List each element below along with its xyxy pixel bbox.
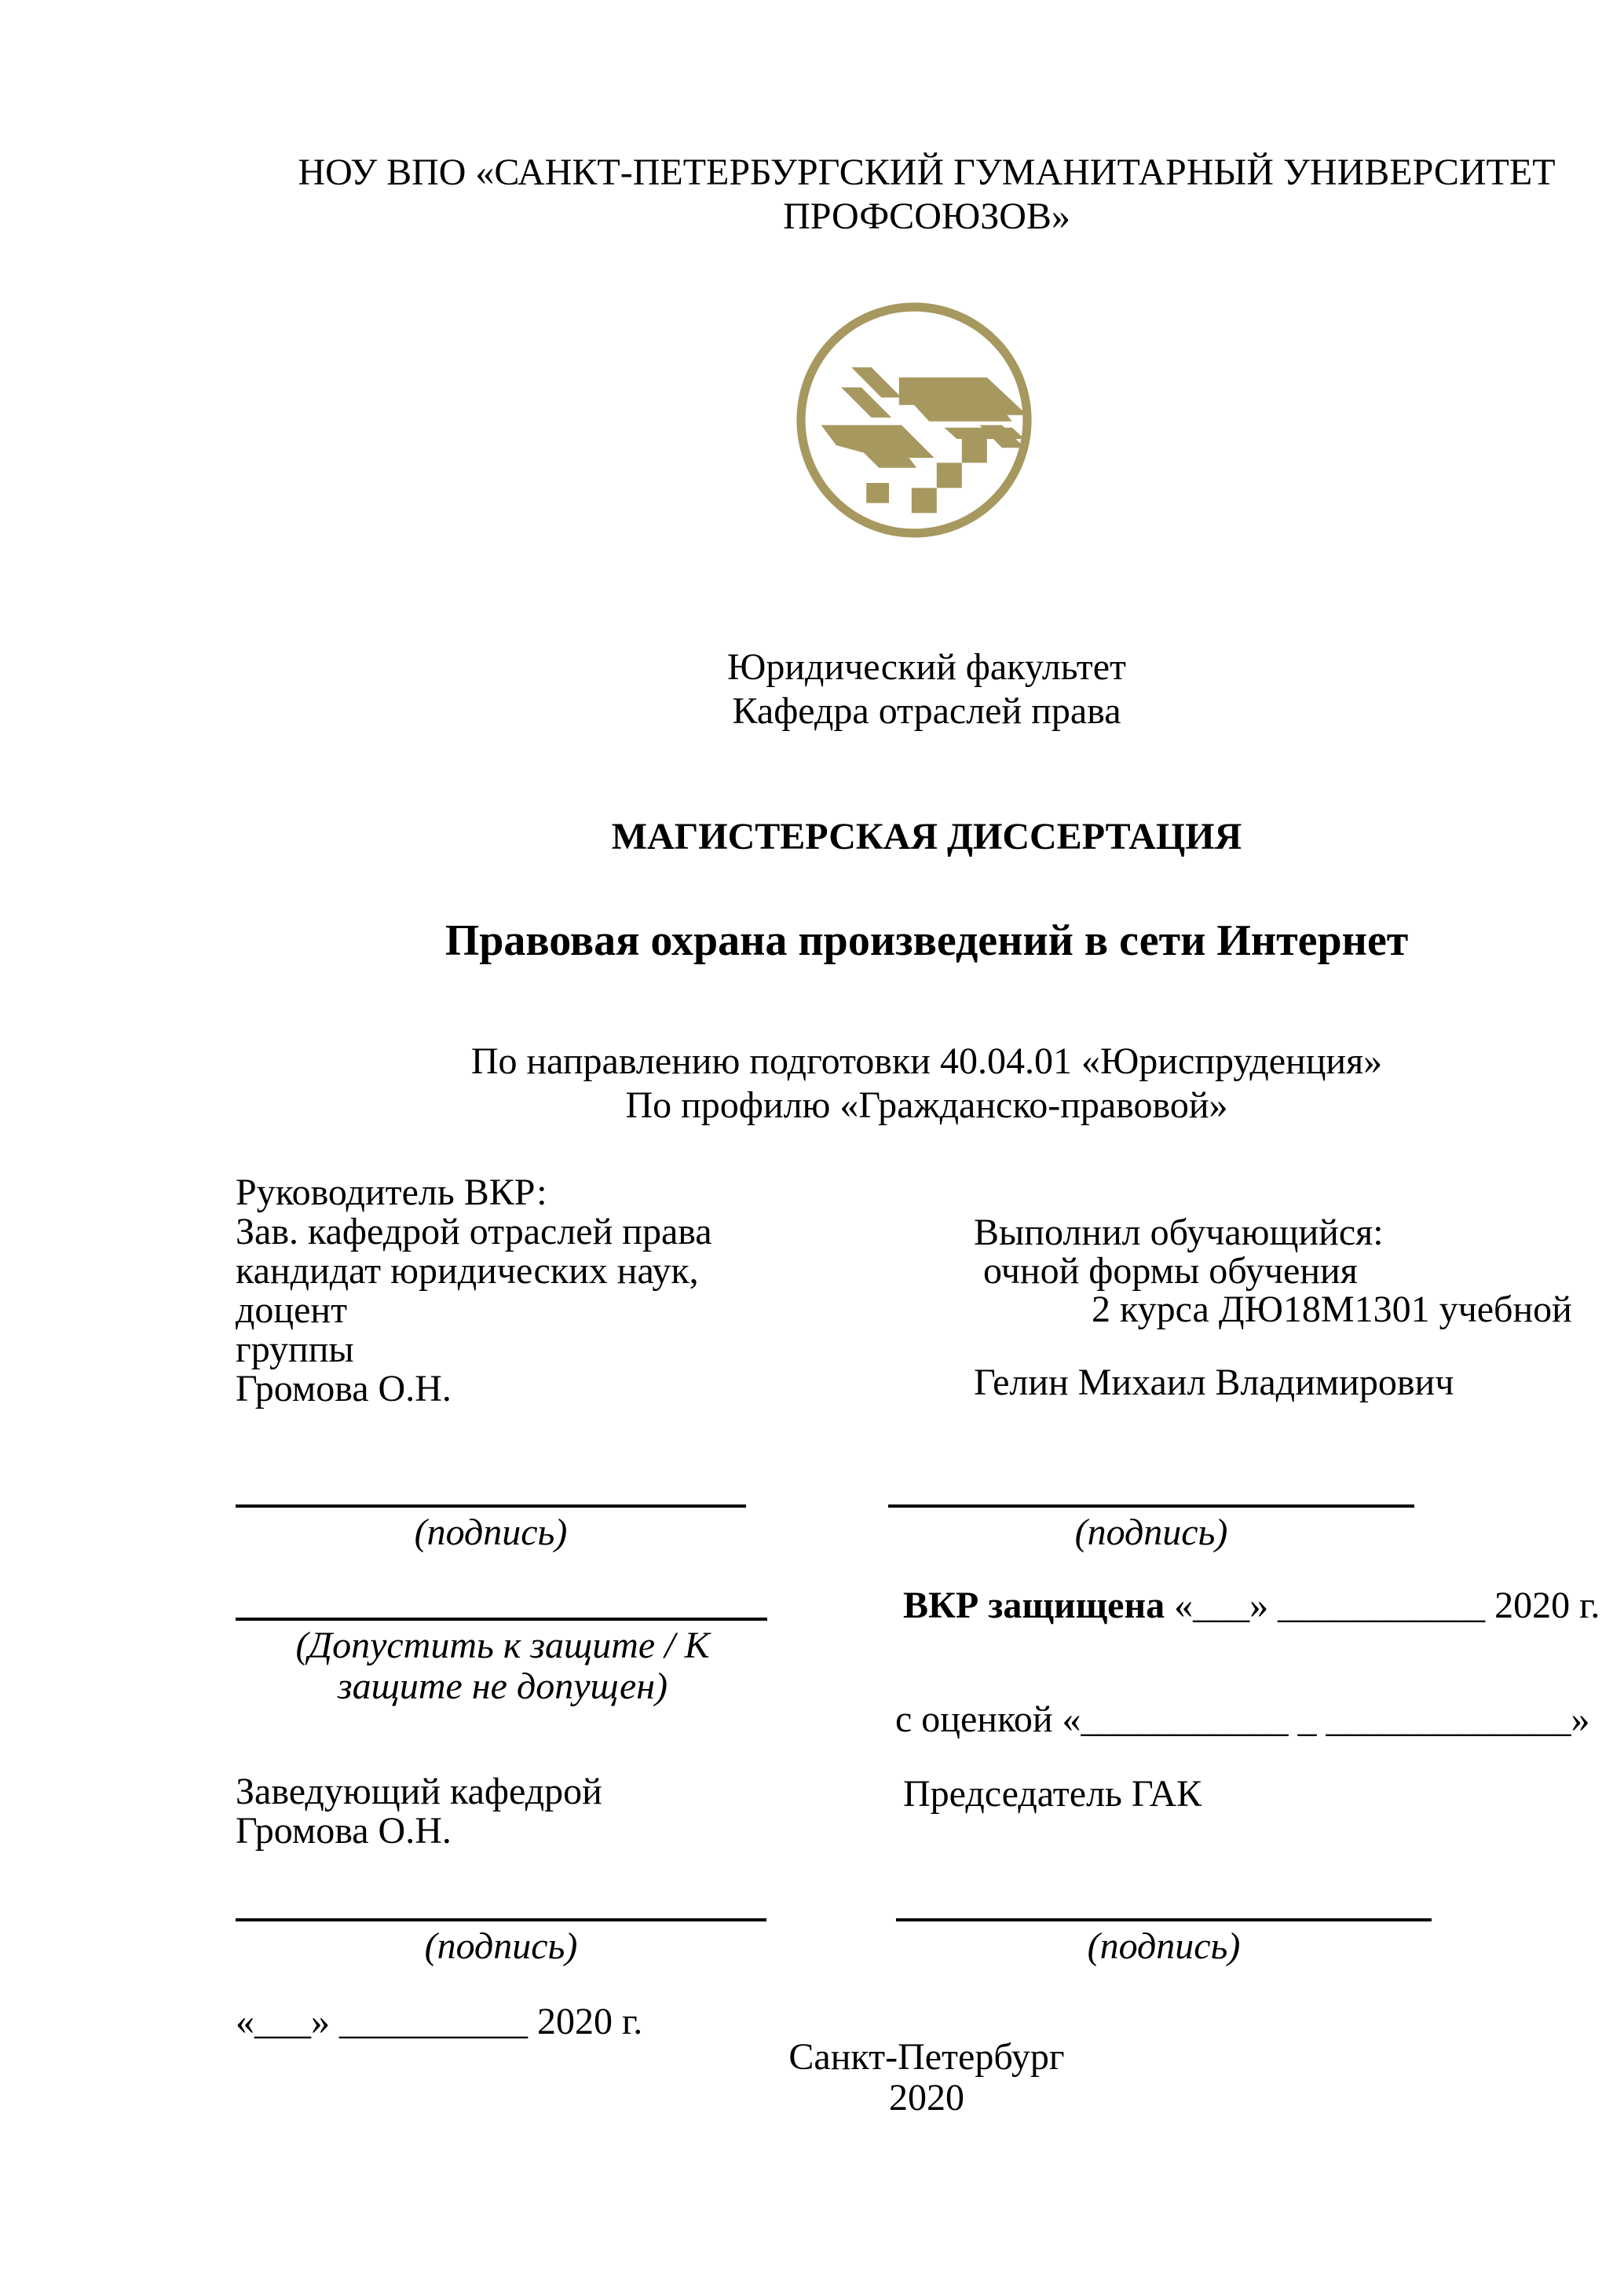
gak-chair-title: Председатель ГАК (903, 1773, 1202, 1815)
student-signature-line (888, 1504, 1414, 1508)
supervisor-group-word: группы (236, 1329, 354, 1370)
faculty-line: Юридический факультет (727, 646, 1126, 688)
signature-caption: (подпись) (414, 1512, 568, 1553)
department-line: Кафедра отраслей права (732, 690, 1121, 732)
department-head-title: Заведующий кафедрой (236, 1771, 602, 1812)
supervisor-block (236, 1173, 927, 1409)
admission-caption: (Допустить к защите / К защите не допущен) (295, 1625, 710, 1707)
footer-city: Санкт-Петербург (788, 2036, 1065, 2078)
supervisor-rank: доцент (236, 1289, 348, 1331)
work-type: МАГИСТЕРСКАЯ ДИССЕРТАЦИЯ (611, 816, 1242, 857)
profile-line: По профилю «Гражданско-правовой» (625, 1084, 1228, 1126)
direction-line: По направлению подготовки 40.04.01 «Юриспруденция» (470, 1040, 1383, 1082)
student-role: Выполнил обучающийся: (974, 1212, 1384, 1253)
university-emblem-icon (788, 294, 1040, 546)
department-head-block (236, 1772, 602, 1851)
department-head-name: Громова О.Н. (236, 1810, 452, 1852)
signature-caption: (подпись) (424, 1925, 578, 1967)
signature-caption: (подпись) (1087, 1925, 1241, 1967)
student-study-form: очной формы обучения (983, 1250, 1358, 1292)
admission-line (236, 1618, 767, 1621)
supervisor-name: Громова О.Н. (236, 1368, 452, 1409)
defended-blanks: «___» ___________ 2020 г. (1174, 1585, 1600, 1626)
supervisor-signature-line (236, 1504, 746, 1508)
footer-year: 2020 (889, 2077, 964, 2119)
date-line: «___» __________ 2020 г. (236, 2001, 643, 2042)
gak-chair-signature-line (896, 1918, 1432, 1921)
signature-caption: (подпись) (1074, 1512, 1228, 1553)
supervisor-role: Руководитель ВКР: (236, 1172, 547, 1213)
faculty-block (236, 645, 1618, 733)
direction-block (236, 1040, 1618, 1128)
supervisor-degree: кандидат юридических наук, (236, 1250, 699, 1292)
supervisor-position: Зав. кафедрой отраслей права (236, 1211, 712, 1252)
defended-line (903, 1584, 1600, 1628)
university-header: НОУ ВПО «САНКТ-ПЕТЕРБУРГСКИЙ ГУМАНИТАРНЫЙ УНИВЕРСИТЕТ ПРОФСОЮЗОВ» (298, 152, 1556, 237)
student-group: 2 курса ДЮ18М1301 учебной (1092, 1289, 1572, 1330)
defended-label: ВКР защищена (903, 1585, 1165, 1626)
student-name: Гелин Михаил Владимирович (974, 1362, 1454, 1403)
department-head-signature-line (236, 1918, 766, 1921)
thesis-title: Правовая охрана произведений в сети Интернет (444, 916, 1409, 965)
grade-line: с оценкой «___________ _ _____________» (895, 1698, 1590, 1740)
footer-block (236, 2037, 1618, 2119)
